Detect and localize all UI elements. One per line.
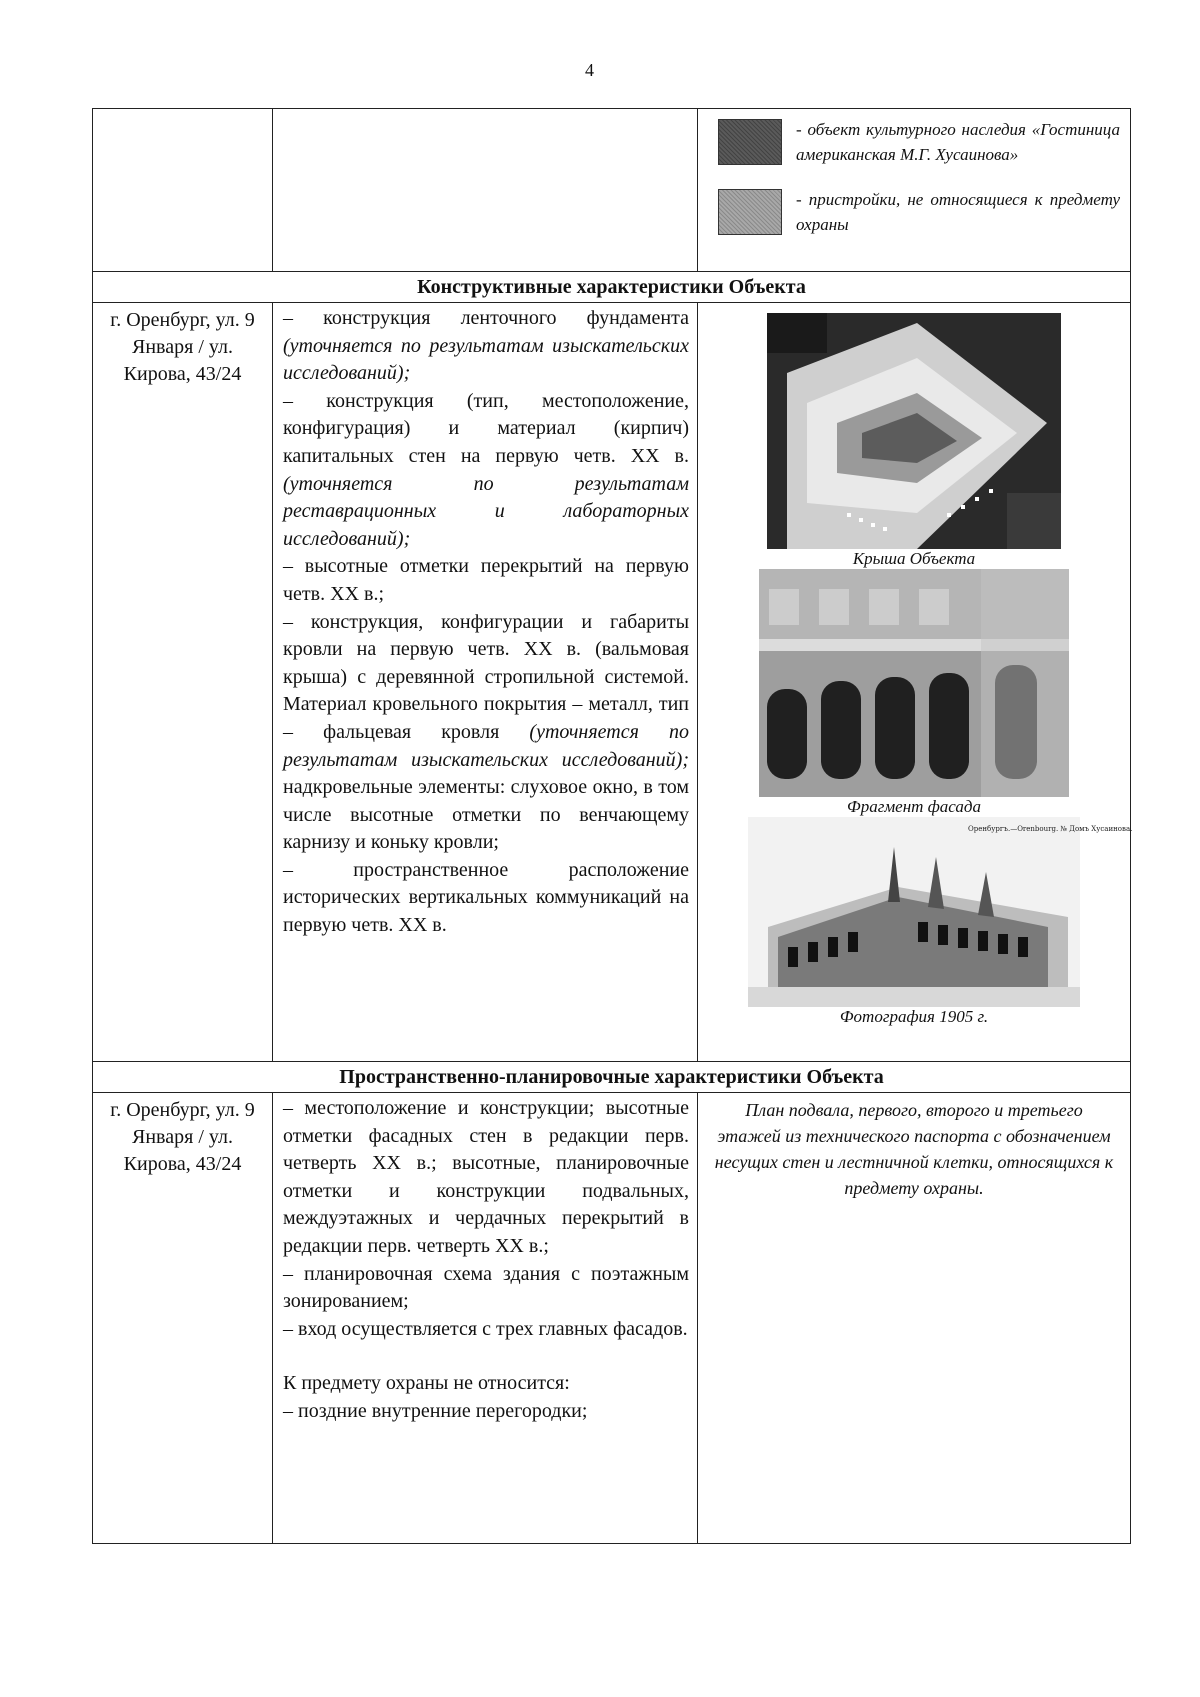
roof-photo-block [698, 303, 1130, 569]
construct-item-roof: – конструкция, конфигурации и габариты кровли на первую четв. XX в. (вальмовая крыша) с деревянной стропильной системой. Материал кровельного покрытия – металл, тип – фальцевая кровля (уточняется по результатам изыскательских исследований); надкровельные элементы: слуховое окно, в том числе высотные отметки по венчающему карнизу и коньку кровли; [283, 610, 690, 854]
construct-address-cell [93, 303, 273, 1062]
historic-photo-1905 [748, 817, 1133, 1007]
construct-address: г. Оренбург, ул. 9 Января / ул. Кирова, 43/24 [110, 309, 255, 385]
construct-item-foundation: – конструкция ленточного фундамента (уточняется по результатам изыскательских исследований); [283, 307, 689, 385]
facade-caption: Фрагмент фасада [847, 797, 981, 816]
legend-row [93, 109, 1131, 272]
section-title-plan: Пространственно-планировочные характеристики Объекта [93, 1062, 1131, 1093]
construct-item-walls: – конструкция (тип, местоположение, конфигурация) и материал (кирпич) капитальных стен на первую четв. XX в. (уточняется по результатам реставрационных и лабораторных исследований); [283, 389, 689, 550]
construct-row [93, 303, 1131, 1062]
plan-desc-cell [273, 1093, 698, 1544]
plan-item-scheme: – планировочная схема здания с поэтажным зонированием; [283, 1262, 689, 1313]
legend-text-heritage: - объект культурного наследия «Гостиница американская М.Г. Хусаинова» [796, 120, 1120, 164]
historic-caption: Фотография 1905 г. [839, 1007, 989, 1026]
legend-text-annex: - пристройки, не относящиеся к предмету охраны [796, 190, 1120, 234]
plan-address: г. Оренбург, ул. 9 Января / ул. Кирова, 43/24 [110, 1099, 255, 1175]
facade-photo [759, 569, 1069, 797]
construct-desc-cell [273, 303, 698, 1062]
legend-swatch-dark [718, 119, 782, 165]
plan-not-protected-heading: К предмету охраны не относится: [283, 1372, 570, 1395]
section-header-construct [93, 272, 1131, 303]
plan-description [273, 1093, 697, 1426]
roof-photo [767, 313, 1061, 549]
section-header-plan [93, 1062, 1131, 1093]
plan-reference-text: План подвала, первого, второго и третьего этажей из технического паспорта с обозначением несущих стен и лестничной клетки, относящихся к предмету охраны. [714, 1100, 1114, 1198]
section-title-construct: Конструктивные характеристики Объекта [93, 272, 1131, 303]
construct-item-communications: – пространственное расположение исторических вертикальных коммуникаций на первую четв. XX в. [283, 858, 689, 937]
legend-cell [698, 109, 1131, 272]
facade-photo-block [698, 569, 1130, 817]
legend-swatch-light [718, 189, 782, 235]
plan-item-entrance: – вход осуществляется с трех главных фасадов. [283, 1317, 688, 1340]
legend-empty-cell-1 [93, 109, 273, 272]
construct-images-cell [698, 303, 1131, 1062]
legend-empty-cell-2 [273, 109, 698, 272]
plan-item-partitions: – поздние внутренние перегородки; [283, 1399, 588, 1422]
legend-item-annex [698, 167, 1130, 237]
plan-row [93, 1093, 1131, 1544]
historic-photo-stamp: Оренбургъ.—Orenbourg. № Домъ Хусаинова. [968, 825, 1133, 833]
object-characteristics-table [92, 108, 1131, 1544]
plan-address-cell [93, 1093, 273, 1544]
legend-item-heritage [698, 109, 1130, 167]
historic-photo-block [698, 817, 1133, 1027]
roof-caption: Крыша Объекта [852, 549, 976, 568]
page-number: 4 [585, 60, 594, 80]
plan-item-location: – местоположение и конструкции; высотные отметки фасадных стен в редакции перв. четверть XX в.; высотные, планировочные отметки и конструкции подвальных, междуэтажных и чердачных перекрытий в редакции перв. четверть XX в.; [283, 1097, 689, 1257]
plan-text-cell [698, 1093, 1131, 1544]
construct-item-floors: – высотные отметки перекрытий на первую четв. XX в.; [283, 555, 689, 605]
construct-description [273, 303, 697, 940]
